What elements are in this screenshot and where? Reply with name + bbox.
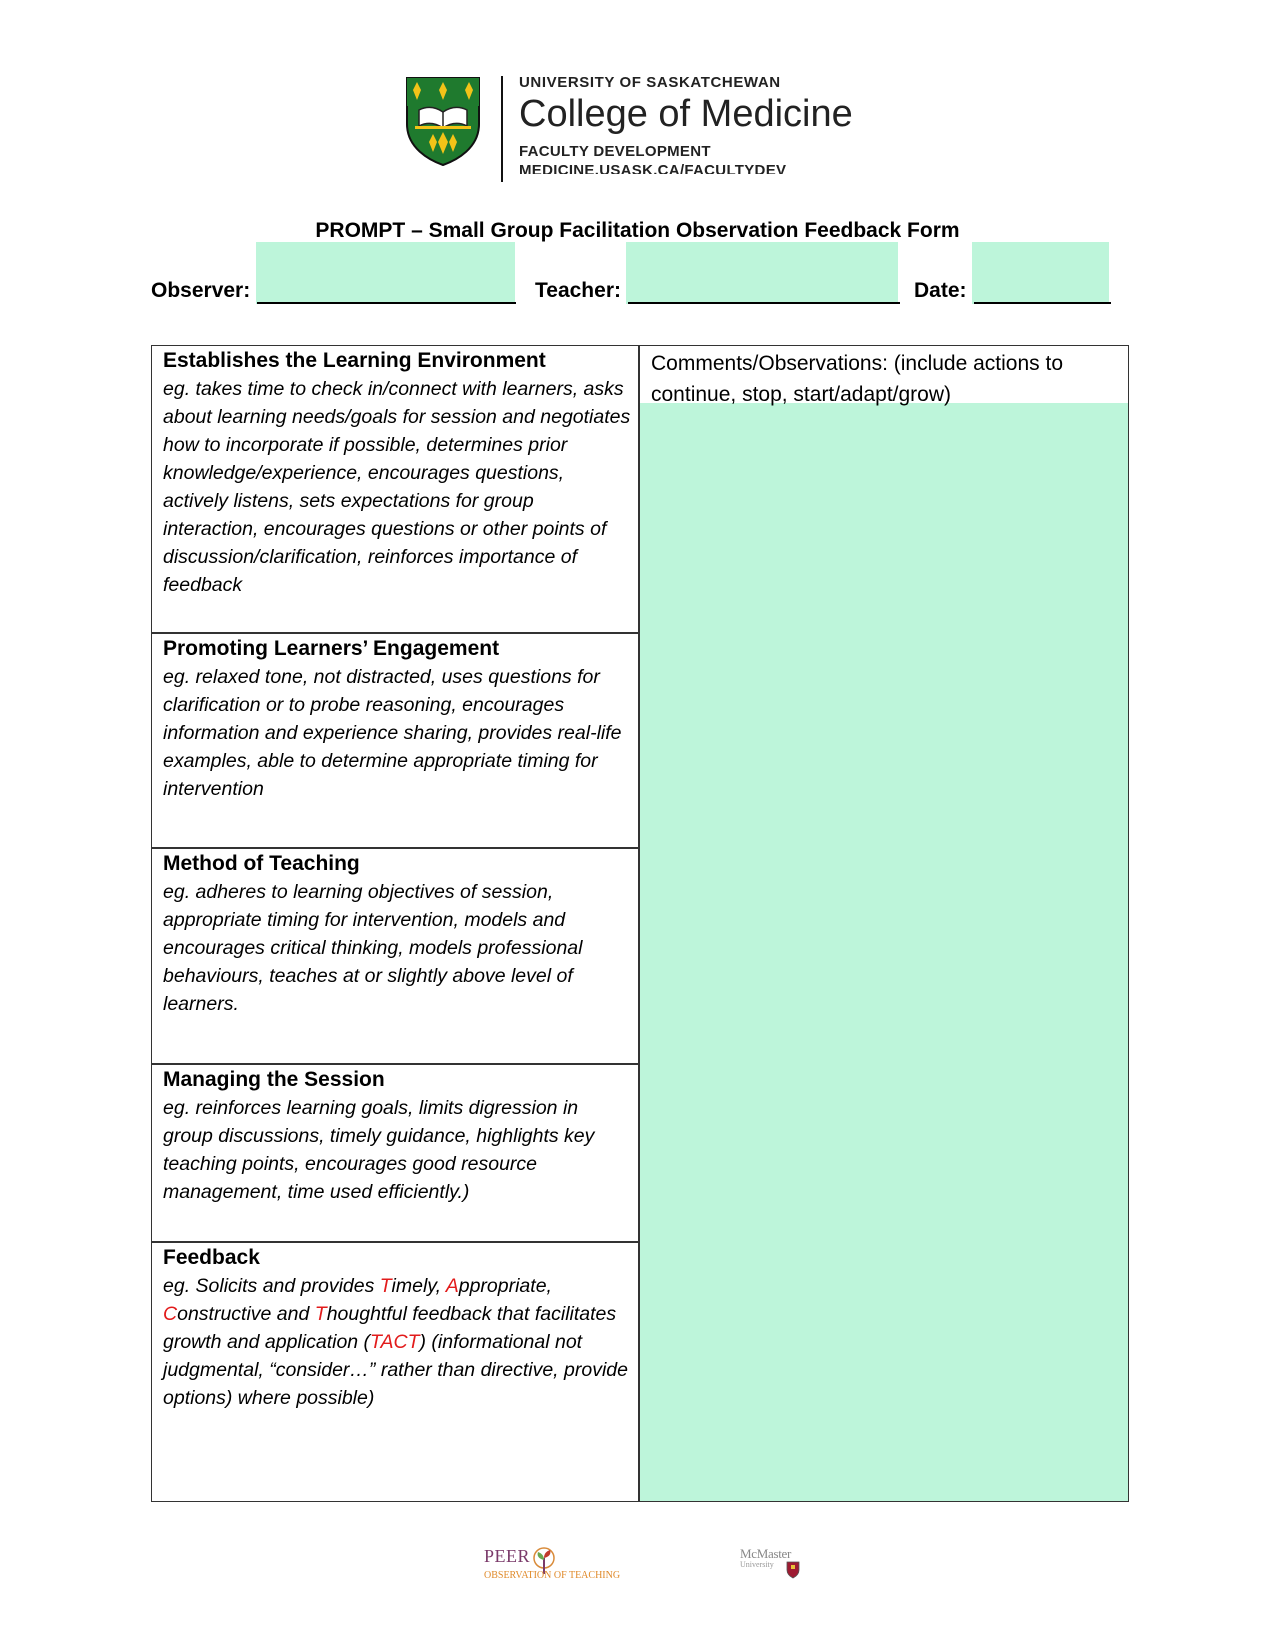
- observer-field[interactable]: [257, 302, 516, 304]
- tact-letter: C: [163, 1303, 178, 1325]
- peer-subtitle: OBSERVATION OF TEACHING: [484, 1570, 621, 1581]
- desc-text: onstructive and: [177, 1303, 315, 1325]
- desc-text: houghtful feedback that facilitates growth and application (: [163, 1303, 617, 1353]
- comments-label: Comments/Observations: (include actions to continue, stop, start/adapt/grow): [651, 352, 1064, 406]
- observer-field-highlight: [256, 242, 515, 304]
- table-column-divider: [638, 345, 640, 1502]
- college-logo: [405, 74, 875, 186]
- date-field[interactable]: [974, 302, 1111, 304]
- form-title: PROMPT – Small Group Facilitation Observation Feedback Form: [315, 219, 960, 242]
- unit-url: MEDICINE.USASK.CA/FACULTYDEV: [519, 162, 787, 174]
- desc-text: imely,: [391, 1275, 446, 1297]
- logo-text: [519, 74, 853, 174]
- section-method-of-teaching: [163, 850, 633, 1018]
- tact-letter: A: [445, 1275, 459, 1297]
- tact-letter: T: [314, 1303, 327, 1325]
- tact-letter: T: [379, 1275, 392, 1297]
- desc-text: ) (informational not judgmental, “consider…” rather than directive, provide options) where possible): [163, 1331, 628, 1409]
- table-row-divider: [151, 1241, 639, 1243]
- section-title: Method of Teaching: [163, 852, 360, 875]
- section-description: eg. relaxed tone, not distracted, uses questions for clarification or to probe reasoning, encourages information and experience sharing, provides real-life examples, able to determine appropriate timing for intervention: [163, 666, 622, 800]
- desc-text: eg. Solicits and provides: [163, 1275, 380, 1297]
- section-title: Promoting Learners’ Engagement: [163, 637, 500, 660]
- observer-label: Observer:: [151, 279, 251, 302]
- table-row-divider: [151, 847, 639, 849]
- table-row-divider: [151, 1063, 639, 1065]
- teacher-field[interactable]: [628, 302, 900, 304]
- table-row-divider: [151, 632, 639, 634]
- section-title: Establishes the Learning Environment: [163, 349, 546, 372]
- university-shield-icon: [405, 76, 481, 166]
- logo-divider: [501, 76, 503, 182]
- section-description: [163, 1272, 633, 1412]
- unit-name: FACULTY DEVELOPMENT: [519, 143, 711, 160]
- mcmaster-crest-icon: [786, 1561, 800, 1579]
- teacher-field-highlight: [626, 242, 898, 304]
- section-learner-engagement: [163, 635, 633, 803]
- section-description: eg. takes time to check in/connect with learners, asks about learning needs/goals for session and negotiates how to incorporate if possible, determines prior knowledge/experience, encourages questions, actively listens, sets expectations for group interaction, encourages questions or other points of discussion/clarification, reinforces importance of feedback: [163, 378, 631, 596]
- section-managing-session: [163, 1066, 633, 1206]
- mcmaster-logo: [740, 1546, 810, 1586]
- section-description: eg. adheres to learning objectives of session, appropriate timing for intervention, models and encourages critical thinking, models professional behaviours, teaches at or slightly above level of learners.: [163, 881, 583, 1015]
- mcmaster-sub: University: [740, 1560, 774, 1569]
- peer-observation-logo: [484, 1546, 621, 1586]
- college-name: College of Medicine: [519, 93, 853, 135]
- date-label: Date:: [914, 279, 967, 302]
- mcmaster-name: McMaster: [740, 1546, 792, 1561]
- date-field-highlight: [972, 242, 1109, 304]
- section-title: Managing the Session: [163, 1068, 385, 1091]
- section-description: eg. reinforces learning goals, limits digression in group discussions, timely guidance, highlights key teaching points, encourages good resource management, time used efficiently.): [163, 1097, 595, 1203]
- section-feedback: [163, 1244, 633, 1412]
- tact-acronym: TACT: [370, 1331, 420, 1353]
- section-title: Feedback: [163, 1246, 260, 1269]
- desc-text: ppropriate,: [458, 1275, 552, 1297]
- peer-word: PEER: [484, 1546, 531, 1566]
- university-name: UNIVERSITY OF SASKATCHEWAN: [519, 74, 781, 91]
- section-learning-environment: [163, 347, 633, 599]
- teacher-label: Teacher:: [535, 279, 621, 302]
